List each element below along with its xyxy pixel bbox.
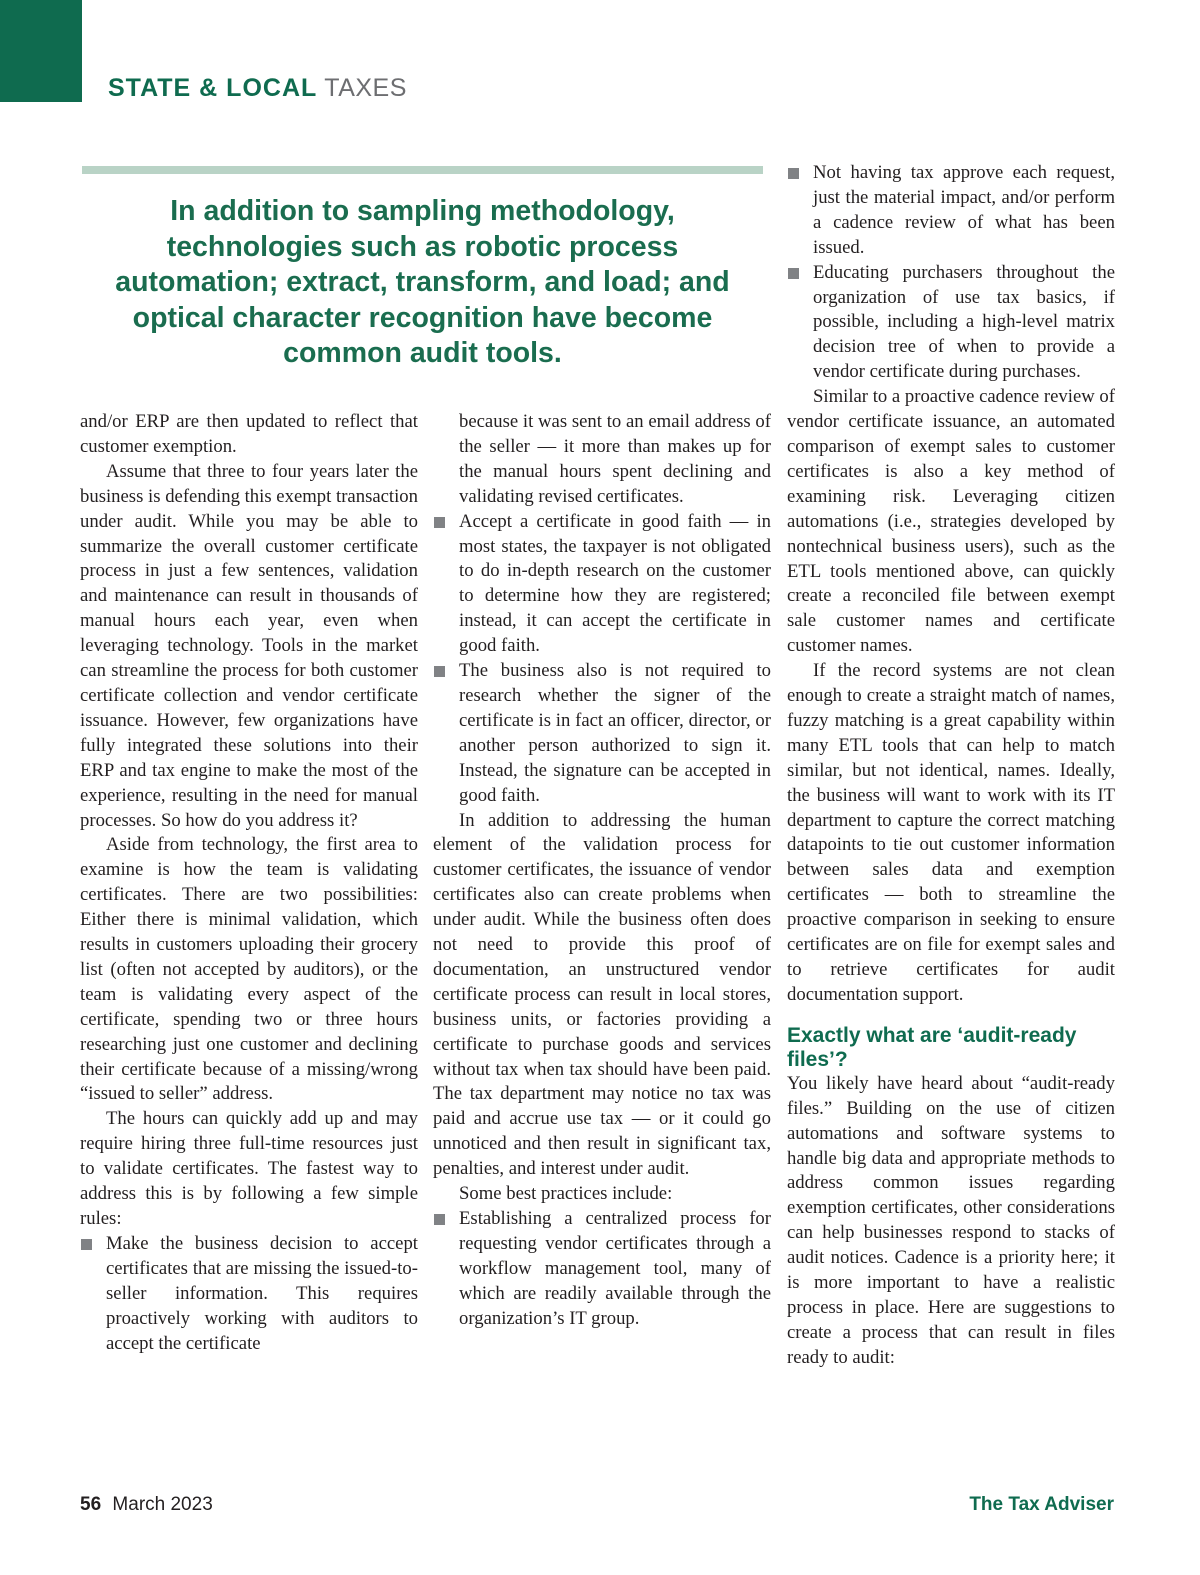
- bullet-item: Not having tax approve each request, just the material impact, and/or perform a cadence review of what has been issued.: [787, 161, 1115, 261]
- page-number: 56: [80, 1494, 102, 1515]
- body-paragraph: Some best practices include:: [459, 1183, 673, 1205]
- section-header: [108, 74, 407, 103]
- column-3: [787, 161, 1115, 1371]
- body-paragraph: Similar to a proactive cadence review of vendor certificate issuance, an automated comparison of exempt sales to customer certificates is also a key method of examining risk. Leveraging citizen automations (i.e., strategies developed by nontechnical business users), such as the ETL tools mentioned above, can quickly create a reconciled file between exempt sale customer names and certificate customer names.: [787, 386, 1115, 657]
- bullet-item: Educating purchasers throughout the organization of use tax basics, if possible, including a high-level matrix decision tree of when to provide a vendor certificate during purchases.: [787, 261, 1115, 386]
- body-paragraph: In addition to addressing the human element of the validation process for customer certificates, the issuance of vendor certificates also can create problems when under audit. While the business often does not need to provide this proof of documentation, an unstructured vendor certificate process can result in local stores, business units, or factories providing a certificate to purchase goods and services without tax when tax should have been paid. The tax department may notice no tax was paid and accrue use tax — or it could go unnoticed and then result in significant tax, penalties, and interest under audit.: [433, 809, 771, 1180]
- bullet-item: Accept a certificate in good faith — in most states, the taxpayer is not obligated to do in-depth research on the customer to determine how they are registered; instead, it can accept the certificate in good faith.: [433, 510, 771, 659]
- subheading: Exactly what are ‘audit-ready files’?: [787, 1023, 1077, 1071]
- body-paragraph: Assume that three to four years later the business is defending this exempt transaction under audit. While you may be able to summarize the overall customer certificate process in just a few sentences, validation and maintenance can result in thousands of manual hours each year, even when leveraging technology. Tools in the market can streamline the process for both customer certificate collection and vendor certificate issuance. However, few organizations have fully integrated these solutions into their ERP and tax engine to make the most of the experience, resulting in the need for manual processes. So how do you address it?: [80, 460, 418, 831]
- bullet-item: The business also is not required to research whether the signer of the certificate is in fact an officer, director, or another person authorized to sign it. Instead, the signature can be accepted in good faith.: [433, 659, 771, 808]
- body-paragraph: You likely have heard about “audit-ready files.” Building on the use of citizen automations and software systems to handle big data and appropriate methods to address common issues regarding exemption certificates, other considerations can help businesses respond to stacks of audit notices. Cadence is a priority here; it is more important to have a realistic process in place. Here are suggestions to create a process that can result in files ready to audit:: [787, 1072, 1115, 1368]
- bullet-item: Make the business decision to accept certificates that are missing the issued-to-seller information. This requires proactively working with auditors to accept the certificate: [80, 1232, 418, 1357]
- body-paragraph: Aside from technology, the first area to examine is how the team is validating certificates. There are two possibilities: Either there is minimal validation, which results in customers uploading their grocery list (often not accepted by auditors), or the team is validating every aspect of the certificate, spending two or three hours researching just one customer and declining their certificate because of a missing/wrong “issued to seller” address.: [80, 834, 418, 1105]
- body-paragraph: The hours can quickly add up and may require hiring three full-time resources just to validate certificates. The fastest way to address this is by following a few simple rules:: [80, 1108, 418, 1229]
- section-header-light: TAXES: [324, 74, 407, 102]
- bullet-continuation: because it was sent to an email address of the seller — it more than makes up for the manual hours spent declining and validating revised certificates.: [459, 411, 771, 507]
- body-paragraph: If the record systems are not clean enough to create a straight match of names, fuzzy matching is a great capability within many ETL tools that can help to match similar, but not identical, names. Ideally, the business will want to work with its IT department to capture the correct matching datapoints to tie out customer information between sales data and exemption certificates — both to streamline the proactive comparison in seeking to ensure certificates are on file for exempt sales and to retrieve certificates for audit documentation support.: [787, 660, 1115, 1005]
- column-2: [433, 410, 771, 1332]
- issue-date: March 2023: [112, 1494, 213, 1515]
- body-paragraph: and/or ERP are then updated to reflect that customer exemption.: [80, 411, 418, 457]
- bullet-item: Establishing a centralized process for requesting vendor certificates through a workflow management tool, many of which are readily available through the organization’s IT group.: [433, 1207, 771, 1332]
- pull-quote: In addition to sampling methodology, technologies such as robotic process automation; extract, transform, and load; and optical character recognition have become common audit tools.: [115, 195, 730, 369]
- publication-name: The Tax Adviser: [969, 1494, 1114, 1515]
- pull-quote-rule: [82, 166, 763, 174]
- section-header-strong: STATE & LOCAL: [108, 74, 318, 102]
- column-1: [80, 410, 418, 1356]
- footer-page-info: [80, 1494, 213, 1516]
- corner-accent-block: [0, 0, 82, 102]
